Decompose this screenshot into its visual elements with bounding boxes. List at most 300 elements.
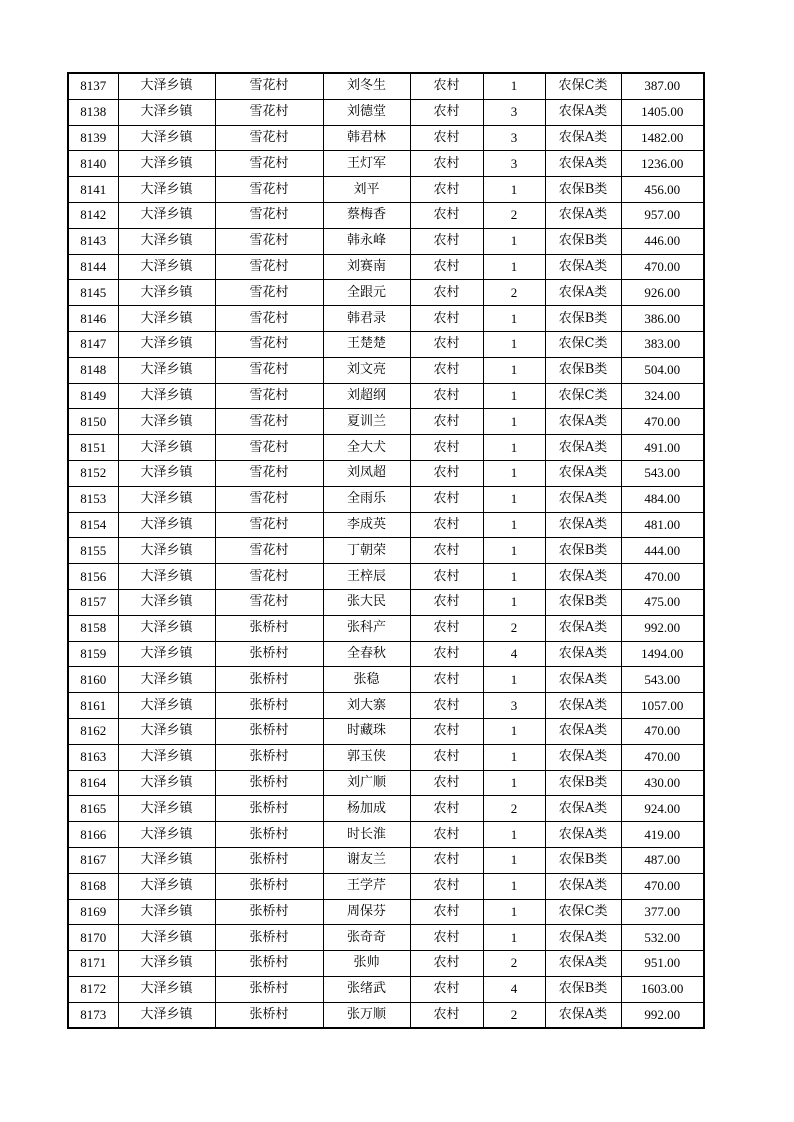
village-cell: 雪花村	[215, 177, 323, 203]
amount-cell: 1603.00	[621, 976, 704, 1002]
insurance-class-cell: 农保B类	[545, 538, 621, 564]
name-cell: 张大民	[323, 589, 410, 615]
serial-number-cell: 8169	[68, 899, 118, 925]
table-row	[68, 357, 704, 383]
village-cell: 张桥村	[215, 925, 323, 951]
household-size-cell: 1	[483, 589, 545, 615]
township-cell: 大泽乡镇	[118, 306, 215, 332]
village-cell: 张桥村	[215, 822, 323, 848]
township-cell: 大泽乡镇	[118, 873, 215, 899]
household-size-cell: 1	[483, 564, 545, 590]
township-cell: 大泽乡镇	[118, 254, 215, 280]
insurance-class-cell: 农保B类	[545, 847, 621, 873]
household-size-cell: 3	[483, 125, 545, 151]
village-cell: 张桥村	[215, 693, 323, 719]
name-cell: 刘大寨	[323, 693, 410, 719]
household-size-cell: 1	[483, 667, 545, 693]
township-cell: 大泽乡镇	[118, 357, 215, 383]
serial-number-cell: 8159	[68, 641, 118, 667]
township-cell: 大泽乡镇	[118, 564, 215, 590]
serial-number-cell: 8163	[68, 744, 118, 770]
household-type-cell: 农村	[410, 73, 483, 99]
serial-number-cell: 8155	[68, 538, 118, 564]
name-cell: 刘平	[323, 177, 410, 203]
name-cell: 刘赛南	[323, 254, 410, 280]
amount-cell: 456.00	[621, 177, 704, 203]
amount-cell: 446.00	[621, 228, 704, 254]
table-row	[68, 306, 704, 332]
household-type-cell: 农村	[410, 667, 483, 693]
household-type-cell: 农村	[410, 847, 483, 873]
village-cell: 雪花村	[215, 228, 323, 254]
name-cell: 张奇奇	[323, 925, 410, 951]
table-row	[68, 486, 704, 512]
village-cell: 雪花村	[215, 435, 323, 461]
household-size-cell: 1	[483, 822, 545, 848]
household-type-cell: 农村	[410, 615, 483, 641]
insurance-class-cell: 农保A类	[545, 564, 621, 590]
amount-cell: 377.00	[621, 899, 704, 925]
household-size-cell: 1	[483, 306, 545, 332]
amount-cell: 543.00	[621, 460, 704, 486]
name-cell: 张帅	[323, 951, 410, 977]
household-type-cell: 农村	[410, 899, 483, 925]
village-cell: 雪花村	[215, 254, 323, 280]
table-row	[68, 693, 704, 719]
table-row	[68, 409, 704, 435]
household-size-cell: 1	[483, 538, 545, 564]
township-cell: 大泽乡镇	[118, 925, 215, 951]
serial-number-cell: 8160	[68, 667, 118, 693]
amount-cell: 470.00	[621, 873, 704, 899]
village-cell: 张桥村	[215, 641, 323, 667]
name-cell: 张稳	[323, 667, 410, 693]
insurance-class-cell: 农保A类	[545, 744, 621, 770]
table-row	[68, 280, 704, 306]
household-type-cell: 农村	[410, 925, 483, 951]
name-cell: 刘凤超	[323, 460, 410, 486]
township-cell: 大泽乡镇	[118, 125, 215, 151]
village-cell: 雪花村	[215, 202, 323, 228]
serial-number-cell: 8145	[68, 280, 118, 306]
serial-number-cell: 8165	[68, 796, 118, 822]
household-type-cell: 农村	[410, 435, 483, 461]
name-cell: 谢友兰	[323, 847, 410, 873]
township-cell: 大泽乡镇	[118, 1002, 215, 1028]
name-cell: 丁朝荣	[323, 538, 410, 564]
amount-cell: 481.00	[621, 512, 704, 538]
amount-cell: 491.00	[621, 435, 704, 461]
name-cell: 杨加成	[323, 796, 410, 822]
serial-number-cell: 8164	[68, 770, 118, 796]
village-cell: 张桥村	[215, 796, 323, 822]
household-type-cell: 农村	[410, 512, 483, 538]
insurance-class-cell: 农保A类	[545, 796, 621, 822]
household-type-cell: 农村	[410, 228, 483, 254]
insurance-class-cell: 农保A类	[545, 460, 621, 486]
insurance-class-cell: 农保A类	[545, 435, 621, 461]
table-row	[68, 228, 704, 254]
insurance-class-cell: 农保A类	[545, 151, 621, 177]
table-row	[68, 538, 704, 564]
serial-number-cell: 8146	[68, 306, 118, 332]
insurance-class-cell: 农保B类	[545, 589, 621, 615]
serial-number-cell: 8152	[68, 460, 118, 486]
name-cell: 蔡梅香	[323, 202, 410, 228]
insurance-class-cell: 农保A类	[545, 512, 621, 538]
household-size-cell: 1	[483, 228, 545, 254]
village-cell: 雪花村	[215, 486, 323, 512]
table-row	[68, 770, 704, 796]
household-size-cell: 2	[483, 796, 545, 822]
village-cell: 雪花村	[215, 125, 323, 151]
table-row	[68, 151, 704, 177]
household-type-cell: 农村	[410, 357, 483, 383]
township-cell: 大泽乡镇	[118, 331, 215, 357]
serial-number-cell: 8147	[68, 331, 118, 357]
table-row	[68, 177, 704, 203]
name-cell: 全春秋	[323, 641, 410, 667]
village-cell: 雪花村	[215, 460, 323, 486]
amount-cell: 387.00	[621, 73, 704, 99]
household-type-cell: 农村	[410, 589, 483, 615]
household-size-cell: 1	[483, 873, 545, 899]
amount-cell: 386.00	[621, 306, 704, 332]
table-row	[68, 73, 704, 99]
household-type-cell: 农村	[410, 409, 483, 435]
serial-number-cell: 8141	[68, 177, 118, 203]
insurance-class-cell: 农保B类	[545, 357, 621, 383]
village-cell: 张桥村	[215, 667, 323, 693]
household-size-cell: 3	[483, 151, 545, 177]
insurance-class-cell: 农保A类	[545, 1002, 621, 1028]
table-row	[68, 899, 704, 925]
table-row	[68, 873, 704, 899]
amount-cell: 484.00	[621, 486, 704, 512]
household-size-cell: 1	[483, 254, 545, 280]
name-cell: 郭玉侠	[323, 744, 410, 770]
amount-cell: 992.00	[621, 1002, 704, 1028]
name-cell: 王楚楚	[323, 331, 410, 357]
household-size-cell: 3	[483, 99, 545, 125]
township-cell: 大泽乡镇	[118, 641, 215, 667]
amount-cell: 470.00	[621, 254, 704, 280]
household-size-cell: 1	[483, 435, 545, 461]
insurance-class-cell: 农保A类	[545, 280, 621, 306]
amount-cell: 992.00	[621, 615, 704, 641]
name-cell: 刘冬生	[323, 73, 410, 99]
village-cell: 张桥村	[215, 976, 323, 1002]
name-cell: 张科产	[323, 615, 410, 641]
name-cell: 全雨乐	[323, 486, 410, 512]
village-cell: 张桥村	[215, 615, 323, 641]
household-size-cell: 1	[483, 409, 545, 435]
serial-number-cell: 8150	[68, 409, 118, 435]
village-cell: 雪花村	[215, 409, 323, 435]
amount-cell: 470.00	[621, 718, 704, 744]
insurance-class-cell: 农保A类	[545, 615, 621, 641]
township-cell: 大泽乡镇	[118, 693, 215, 719]
insurance-class-cell: 农保A类	[545, 486, 621, 512]
household-type-cell: 农村	[410, 796, 483, 822]
household-type-cell: 农村	[410, 770, 483, 796]
table-row	[68, 951, 704, 977]
household-type-cell: 农村	[410, 873, 483, 899]
household-type-cell: 农村	[410, 1002, 483, 1028]
household-type-cell: 农村	[410, 538, 483, 564]
township-cell: 大泽乡镇	[118, 460, 215, 486]
serial-number-cell: 8140	[68, 151, 118, 177]
name-cell: 韩君录	[323, 306, 410, 332]
township-cell: 大泽乡镇	[118, 951, 215, 977]
household-size-cell: 1	[483, 177, 545, 203]
township-cell: 大泽乡镇	[118, 667, 215, 693]
serial-number-cell: 8166	[68, 822, 118, 848]
household-type-cell: 农村	[410, 693, 483, 719]
township-cell: 大泽乡镇	[118, 383, 215, 409]
household-type-cell: 农村	[410, 564, 483, 590]
name-cell: 刘德堂	[323, 99, 410, 125]
insurance-class-cell: 农保C类	[545, 331, 621, 357]
insurance-class-cell: 农保B类	[545, 177, 621, 203]
township-cell: 大泽乡镇	[118, 744, 215, 770]
serial-number-cell: 8173	[68, 1002, 118, 1028]
household-size-cell: 2	[483, 280, 545, 306]
table-row	[68, 202, 704, 228]
name-cell: 王学芹	[323, 873, 410, 899]
serial-number-cell: 8158	[68, 615, 118, 641]
household-size-cell: 1	[483, 383, 545, 409]
township-cell: 大泽乡镇	[118, 718, 215, 744]
village-cell: 雪花村	[215, 151, 323, 177]
table-row	[68, 99, 704, 125]
table-row	[68, 976, 704, 1002]
household-type-cell: 农村	[410, 99, 483, 125]
table-row	[68, 718, 704, 744]
insurance-class-cell: 农保A类	[545, 125, 621, 151]
table-row	[68, 435, 704, 461]
insurance-class-cell: 农保A类	[545, 667, 621, 693]
village-cell: 张桥村	[215, 770, 323, 796]
village-cell: 雪花村	[215, 306, 323, 332]
table-row	[68, 744, 704, 770]
township-cell: 大泽乡镇	[118, 538, 215, 564]
serial-number-cell: 8154	[68, 512, 118, 538]
village-cell: 雪花村	[215, 73, 323, 99]
insurance-class-cell: 农保A类	[545, 693, 621, 719]
amount-cell: 1494.00	[621, 641, 704, 667]
table-row	[68, 796, 704, 822]
village-cell: 雪花村	[215, 564, 323, 590]
household-type-cell: 农村	[410, 280, 483, 306]
amount-cell: 1057.00	[621, 693, 704, 719]
household-size-cell: 1	[483, 331, 545, 357]
insurance-class-cell: 农保A类	[545, 202, 621, 228]
insurance-class-cell: 农保B类	[545, 228, 621, 254]
household-type-cell: 农村	[410, 718, 483, 744]
household-type-cell: 农村	[410, 177, 483, 203]
household-size-cell: 2	[483, 615, 545, 641]
household-size-cell: 1	[483, 357, 545, 383]
village-cell: 雪花村	[215, 331, 323, 357]
name-cell: 周保芬	[323, 899, 410, 925]
serial-number-cell: 8156	[68, 564, 118, 590]
insurance-class-cell: 农保C类	[545, 73, 621, 99]
household-type-cell: 农村	[410, 383, 483, 409]
township-cell: 大泽乡镇	[118, 770, 215, 796]
amount-cell: 470.00	[621, 409, 704, 435]
household-type-cell: 农村	[410, 744, 483, 770]
household-size-cell: 1	[483, 925, 545, 951]
township-cell: 大泽乡镇	[118, 177, 215, 203]
amount-cell: 470.00	[621, 744, 704, 770]
amount-cell: 924.00	[621, 796, 704, 822]
serial-number-cell: 8148	[68, 357, 118, 383]
village-cell: 雪花村	[215, 99, 323, 125]
insurance-class-cell: 农保A类	[545, 925, 621, 951]
household-type-cell: 农村	[410, 486, 483, 512]
name-cell: 王梓辰	[323, 564, 410, 590]
township-cell: 大泽乡镇	[118, 202, 215, 228]
table-row	[68, 564, 704, 590]
insurance-class-cell: 农保A类	[545, 718, 621, 744]
household-size-cell: 4	[483, 641, 545, 667]
table-row	[68, 331, 704, 357]
insurance-class-cell: 农保A类	[545, 254, 621, 280]
household-size-cell: 1	[483, 73, 545, 99]
amount-cell: 475.00	[621, 589, 704, 615]
table-row	[68, 925, 704, 951]
table-body	[68, 73, 704, 1028]
insurance-class-cell: 农保A类	[545, 822, 621, 848]
amount-cell: 419.00	[621, 822, 704, 848]
household-size-cell: 1	[483, 512, 545, 538]
village-cell: 雪花村	[215, 280, 323, 306]
township-cell: 大泽乡镇	[118, 280, 215, 306]
table-row	[68, 822, 704, 848]
township-cell: 大泽乡镇	[118, 976, 215, 1002]
table-row	[68, 512, 704, 538]
household-size-cell: 2	[483, 202, 545, 228]
insurance-class-cell: 农保A类	[545, 873, 621, 899]
household-size-cell: 1	[483, 486, 545, 512]
household-type-cell: 农村	[410, 331, 483, 357]
table-row	[68, 383, 704, 409]
table-row	[68, 667, 704, 693]
household-size-cell: 4	[483, 976, 545, 1002]
name-cell: 李成英	[323, 512, 410, 538]
name-cell: 张绪武	[323, 976, 410, 1002]
village-cell: 张桥村	[215, 873, 323, 899]
table-row	[68, 589, 704, 615]
name-cell: 全跟元	[323, 280, 410, 306]
amount-cell: 926.00	[621, 280, 704, 306]
serial-number-cell: 8138	[68, 99, 118, 125]
household-type-cell: 农村	[410, 951, 483, 977]
amount-cell: 532.00	[621, 925, 704, 951]
serial-number-cell: 8139	[68, 125, 118, 151]
insurance-class-cell: 农保B类	[545, 976, 621, 1002]
name-cell: 时长淮	[323, 822, 410, 848]
amount-cell: 957.00	[621, 202, 704, 228]
village-cell: 雪花村	[215, 357, 323, 383]
amount-cell: 1482.00	[621, 125, 704, 151]
household-size-cell: 2	[483, 1002, 545, 1028]
household-type-cell: 农村	[410, 125, 483, 151]
serial-number-cell: 8153	[68, 486, 118, 512]
township-cell: 大泽乡镇	[118, 99, 215, 125]
serial-number-cell: 8170	[68, 925, 118, 951]
township-cell: 大泽乡镇	[118, 589, 215, 615]
village-cell: 张桥村	[215, 1002, 323, 1028]
serial-number-cell: 8161	[68, 693, 118, 719]
serial-number-cell: 8144	[68, 254, 118, 280]
table-row	[68, 1002, 704, 1028]
village-cell: 张桥村	[215, 899, 323, 925]
household-type-cell: 农村	[410, 822, 483, 848]
township-cell: 大泽乡镇	[118, 435, 215, 461]
insurance-class-cell: 农保B类	[545, 770, 621, 796]
name-cell: 韩永峰	[323, 228, 410, 254]
household-type-cell: 农村	[410, 641, 483, 667]
serial-number-cell: 8142	[68, 202, 118, 228]
amount-cell: 504.00	[621, 357, 704, 383]
insurance-class-cell: 农保A类	[545, 951, 621, 977]
village-cell: 雪花村	[215, 589, 323, 615]
amount-cell: 951.00	[621, 951, 704, 977]
serial-number-cell: 8172	[68, 976, 118, 1002]
township-cell: 大泽乡镇	[118, 899, 215, 925]
amount-cell: 430.00	[621, 770, 704, 796]
insurance-class-cell: 农保A类	[545, 409, 621, 435]
township-cell: 大泽乡镇	[118, 796, 215, 822]
serial-number-cell: 8168	[68, 873, 118, 899]
table-row	[68, 460, 704, 486]
household-type-cell: 农村	[410, 976, 483, 1002]
amount-cell: 543.00	[621, 667, 704, 693]
household-type-cell: 农村	[410, 151, 483, 177]
insurance-class-cell: 农保A类	[545, 641, 621, 667]
household-size-cell: 2	[483, 951, 545, 977]
serial-number-cell: 8171	[68, 951, 118, 977]
amount-cell: 383.00	[621, 331, 704, 357]
household-type-cell: 农村	[410, 306, 483, 332]
insurance-class-cell: 农保C类	[545, 383, 621, 409]
serial-number-cell: 8137	[68, 73, 118, 99]
household-type-cell: 农村	[410, 460, 483, 486]
village-cell: 雪花村	[215, 512, 323, 538]
household-size-cell: 1	[483, 718, 545, 744]
insurance-class-cell: 农保A类	[545, 99, 621, 125]
household-size-cell: 1	[483, 744, 545, 770]
amount-cell: 470.00	[621, 564, 704, 590]
amount-cell: 444.00	[621, 538, 704, 564]
household-size-cell: 1	[483, 847, 545, 873]
township-cell: 大泽乡镇	[118, 615, 215, 641]
village-cell: 雪花村	[215, 538, 323, 564]
name-cell: 刘广顺	[323, 770, 410, 796]
name-cell: 全大犬	[323, 435, 410, 461]
table-row	[68, 615, 704, 641]
amount-cell: 1405.00	[621, 99, 704, 125]
amount-cell: 1236.00	[621, 151, 704, 177]
name-cell: 刘文亮	[323, 357, 410, 383]
insurance-class-cell: 农保B类	[545, 306, 621, 332]
name-cell: 刘超纲	[323, 383, 410, 409]
serial-number-cell: 8149	[68, 383, 118, 409]
insurance-class-cell: 农保C类	[545, 899, 621, 925]
township-cell: 大泽乡镇	[118, 409, 215, 435]
